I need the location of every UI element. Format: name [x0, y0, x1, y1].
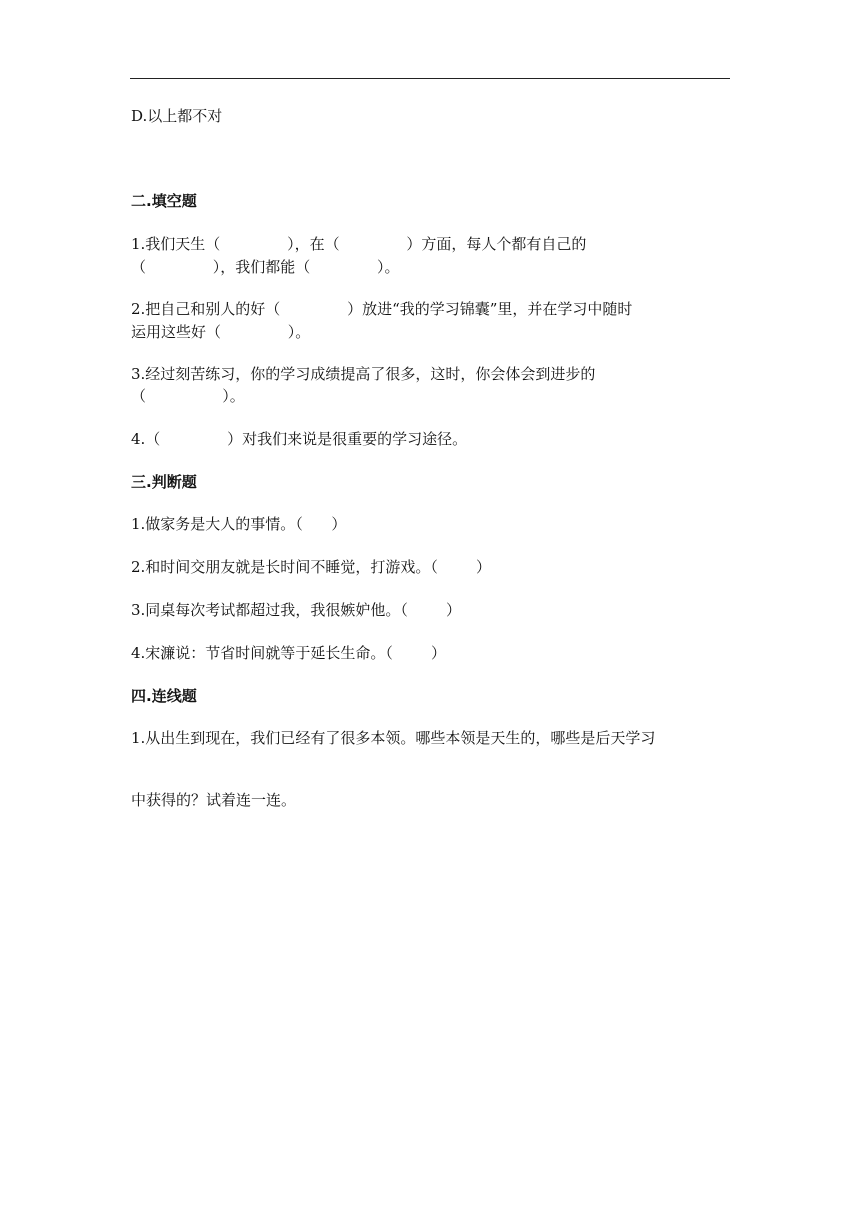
header-rule	[130, 78, 730, 79]
fill-q1-line2: （ ），我们都能（ ）。	[131, 258, 400, 276]
fill-q4: 4.（ ）对我们来说是很重要的学习途径。	[131, 430, 468, 448]
section-title-matching: 四.连线题	[131, 687, 197, 705]
fill-q1-line1: 1.我们天生（ ），在（ ）方面，每人个都有自己的	[131, 235, 587, 253]
fill-q3-line1: 3.经过刻苦练习，你的学习成绩提高了很多，这时，你会体会到进步的	[131, 365, 596, 383]
section-title-true-false: 三.判断题	[131, 473, 197, 491]
fill-q2-line1: 2.把自己和别人的好（ ）放进“我的学习锦囊”里，并在学习中随时	[131, 300, 633, 318]
section-title-fill-blank: 二.填空题	[131, 192, 197, 210]
fill-q3-line2: （ ）。	[131, 387, 245, 405]
option-d: D.以上都不对	[131, 107, 223, 125]
tf-q2: 2.和时间交朋友就是长时间不睡觉，打游戏。（ ）	[131, 558, 491, 576]
match-q1-line2: 中获得的？试着连一连。	[131, 791, 297, 809]
match-q1-line1: 1.从出生到现在，我们已经有了很多本领。哪些本领是天生的，哪些是后天学习	[131, 729, 656, 747]
tf-q4: 4.宋濂说：节省时间就等于延长生命。（ ）	[131, 644, 446, 662]
tf-q1: 1.做家务是大人的事情。（ ）	[131, 515, 347, 533]
fill-q2-line2: 运用这些好（ ）。	[131, 323, 311, 341]
tf-q3: 3.同桌每次考试都超过我，我很嫉妒他。（ ）	[131, 601, 461, 619]
